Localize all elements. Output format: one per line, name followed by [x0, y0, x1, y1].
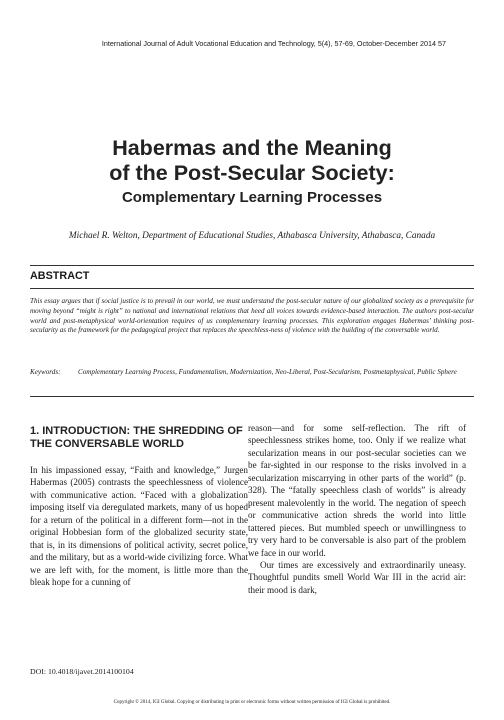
section-heading: 1. INTRODUCTION: THE SHREDDING OF THE CONVERSABLE WORLD	[30, 425, 243, 450]
keywords-label: Keywords:	[30, 368, 61, 376]
body-paragraph: reason—and for some self-reflection. The rift of speechlessness strikes home, too. Only if we realize what secularization means in our post-secular societies can we be far-sighted in our response to the risks involved in a secularization miscarrying in other parts of the world” (p. 328). The “fatally speechless clash of worlds” is already present malevolently in the world. The negation of speech or communicative action shreds the world into little tattered pieces. But mumbled speech or unwillingness to try very hard to be conversable is also part of the problem we face in our world.	[248, 423, 466, 558]
article-title-line-2: of the Post-Secular Society:	[109, 161, 395, 185]
abstract-heading-rule	[30, 288, 474, 289]
keywords-bottom-rule	[30, 396, 474, 397]
article-title-line-1: Habermas and the Meaning	[112, 136, 392, 160]
body-column-left	[30, 425, 248, 589]
body-paragraph: Our times are excessively and extraordinarily uneasy. Thoughtful pundits smell World War III in the acrid air: their mood is dark,	[248, 559, 466, 595]
body-paragraph: In his impassioned essay, “Faith and knowledge,” Jurgen Habermas (2005) contrasts the speechlessness of violence with communicative action. “Faced with a globalization imposing itself via deregulated markets, many of us hoped for a return of the political in a different form—not in the original Hobbesian form of the globalized security state, that is, in its dimensions of political activity, secret police, and the military, but as a world-wide civilizing force. What we are left with, for the moment, is little more than the bleak hope for a cunning of	[30, 465, 248, 588]
running-head: International Journal of Adult Vocational Education and Technology, 5(4), 57-69, October-December 2014 57	[101, 39, 446, 48]
article-title-block	[40, 136, 464, 208]
abstract-body: This essay argues that if social justice is to prevail in our world, we must understand the post-secular nature of our globalized society as a prerequisite for moving beyond “might is right” to national and international relations that heed all voices towards evidence-based interaction. The authors post-secular world and post-metaphysical world-orientation requires of us complementary learning processes. This exploration engages Habermas’ thinking post-secularity as the framework for the pedagogical project that replaces the speechless-ness of violence with the building of the conversable world.	[30, 297, 474, 335]
body-column-right	[248, 422, 466, 596]
keywords-text: Complementary Learning Process, Fundamentalism, Modernization, Neo-Liberal, Post-Secularism, Postmetaphysical, Public Sphere	[78, 368, 457, 376]
article-subtitle: Complementary Learning Processes	[121, 189, 383, 206]
doi: DOI: 10.4018/ijavet.2014100104	[30, 667, 134, 676]
abstract-top-rule	[30, 265, 474, 266]
abstract-heading: ABSTRACT	[30, 270, 90, 282]
copyright-notice: Copyright © 2014, IGI Global. Copying or distributing in print or electronic forms without written permission of IGI Global is prohibited.	[113, 700, 391, 705]
author-affiliation: Michael R. Welton, Department of Educational Studies, Athabasca University, Athabasca, Canada	[68, 231, 436, 241]
